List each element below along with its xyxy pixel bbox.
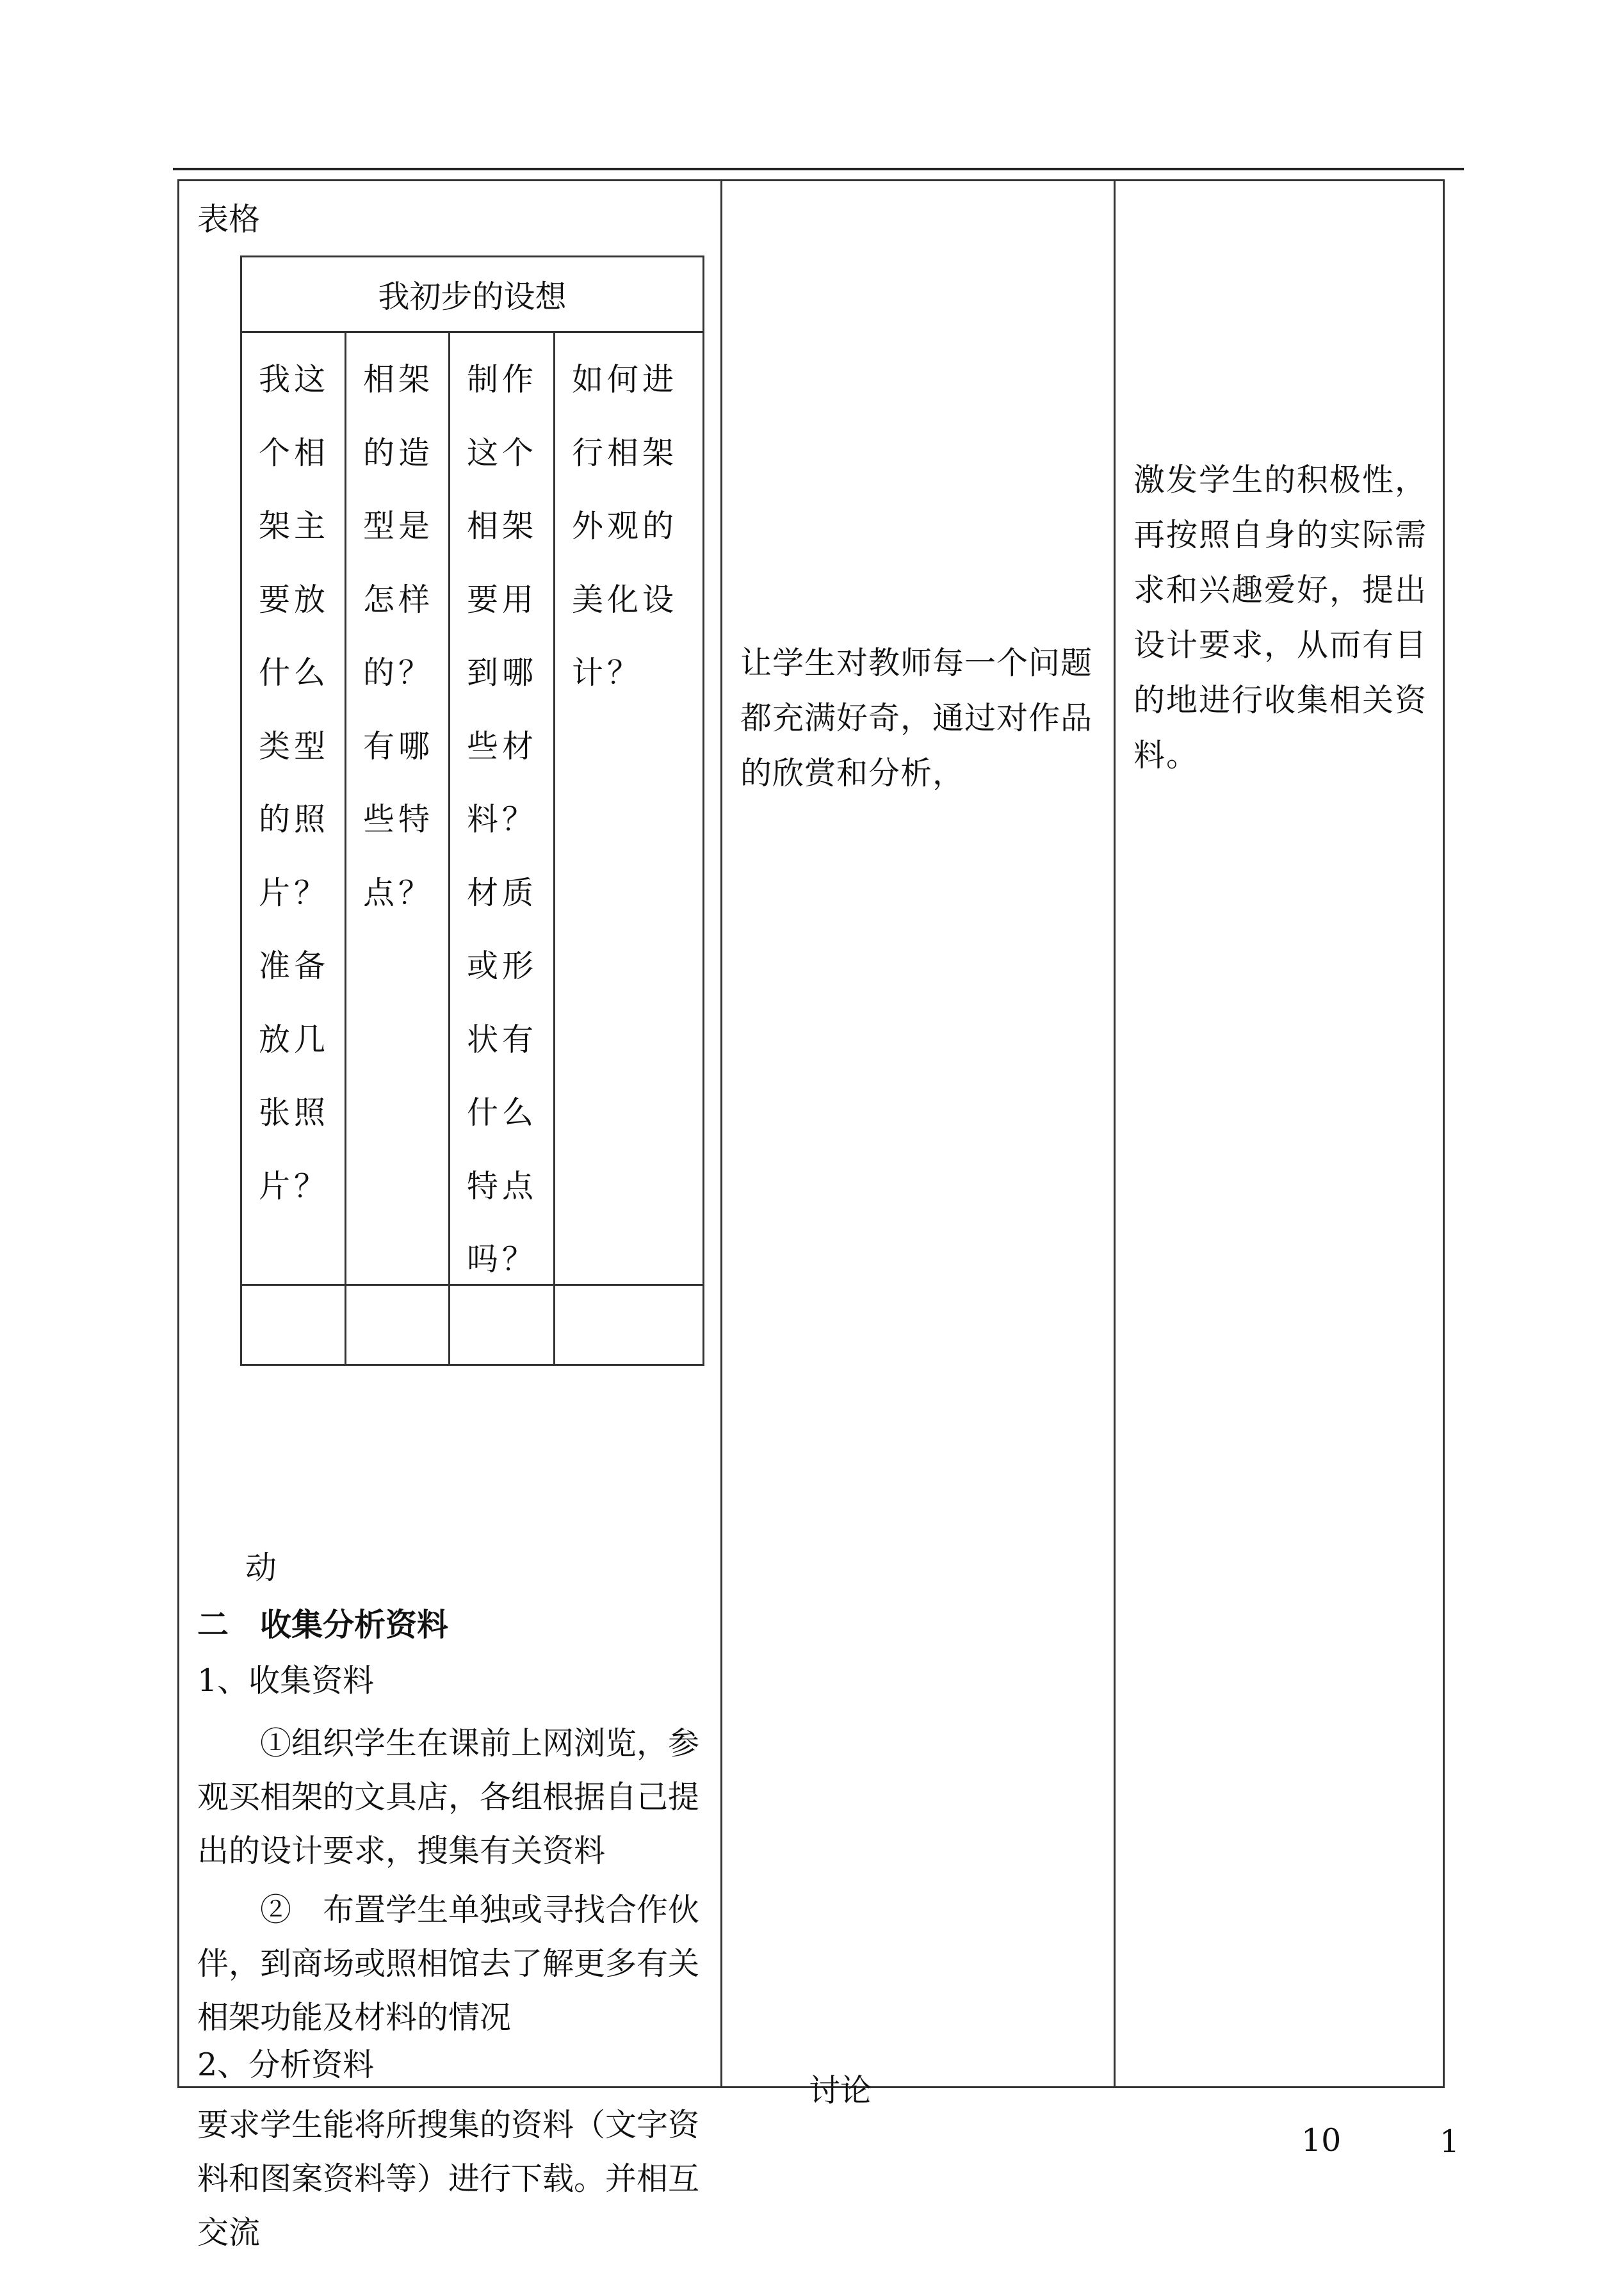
design-ideas-table — [240, 255, 704, 1366]
page-number: 1 — [1440, 2123, 1460, 2160]
section-2-title: 二 收集分析资料 — [197, 1606, 449, 1643]
subsection-collect: 1、收集资料 — [197, 1662, 375, 1699]
column-goal — [1116, 181, 1443, 2159]
idea-cell-2: 相架 的造 型是 怎样 的？ 有哪 些特 点？ — [363, 361, 434, 911]
dong-text: 动 — [245, 1550, 277, 1586]
time-number: 10 — [1301, 2122, 1342, 2159]
subsection-analyze: 2、分析资料 — [197, 2047, 375, 2083]
intent-paragraph: 让学生对教师每一个问题都充满好奇，通过对作品的欣赏和分析， — [740, 645, 1093, 791]
idea-cell-3: 制作 这个 相架 要用 到哪 些材 料？ 材质 或形 状有 什么 特点 吗？ — [467, 361, 538, 1277]
idea-column-4 — [555, 333, 702, 1366]
goal-paragraph: 激发学生的积极性，再按照自身的实际需求和兴趣爱好，提出设计要求，从而有目的地进行收集相关资料。 — [1133, 462, 1428, 774]
column-activity — [179, 181, 722, 2251]
empty-row-divider — [242, 1284, 702, 1286]
idea-cell-1: 我这 个相 架主 要放 什么 类型 的照 片？ 准备 放几 张照 片？ — [259, 361, 330, 1204]
header-rule — [173, 168, 1464, 170]
column-intent — [722, 181, 1116, 2109]
table-label: 表格 — [197, 201, 261, 238]
lesson-table — [177, 179, 1445, 2251]
idea-column-3 — [450, 333, 555, 1366]
idea-column-2 — [346, 333, 450, 1366]
idea-column-1 — [242, 333, 346, 1366]
discuss-text: 讨论 — [809, 2072, 872, 2109]
collect-paragraph-1: ①组织学生在课前上网浏览，参观买相架的文具店，各组根据自己提出的设计要求，搜集有关资料 — [197, 1725, 700, 1869]
idea-cell-4: 如何进 行相架 外观的 美化设 计？ — [572, 361, 678, 691]
design-ideas-header: 我初步的设想 — [242, 257, 702, 333]
collect-paragraph-2: ② 布置学生单独或寻找合作伙伴，到商场或照相馆去了解更多有关相架功能及材料的情况 — [197, 1892, 700, 2036]
analyze-paragraph: 要求学生能将所搜集的资料（文字资料和图案资料等）进行下载。并相互交流 — [197, 2107, 700, 2251]
